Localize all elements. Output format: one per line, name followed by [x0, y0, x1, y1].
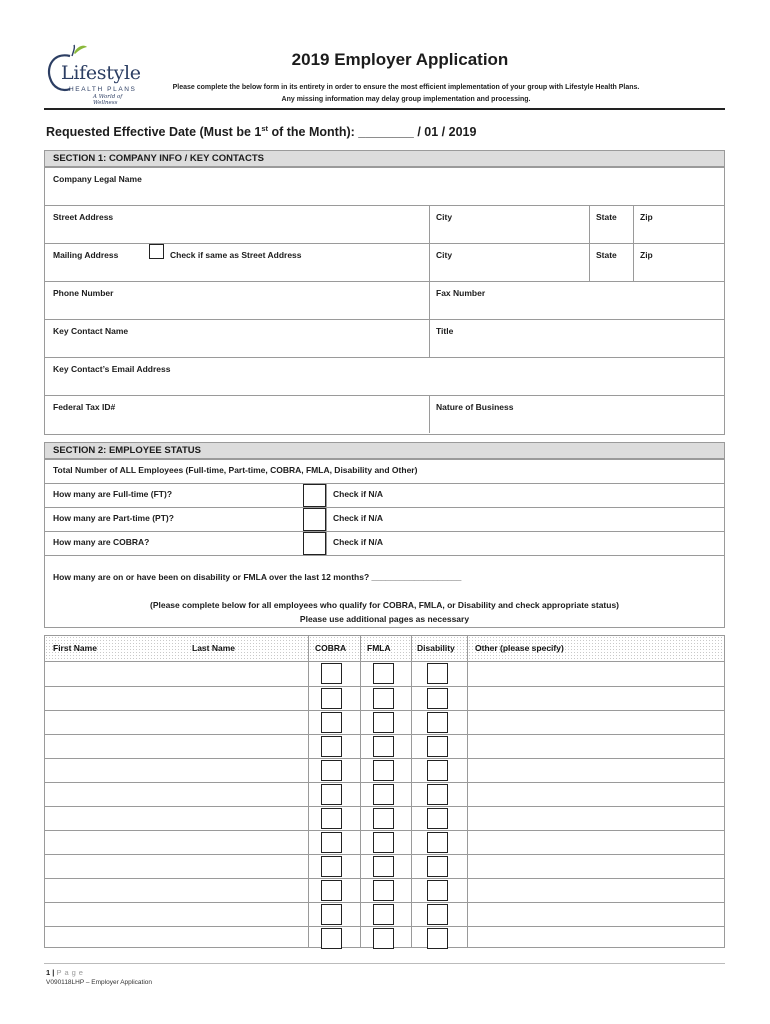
- col-fmla: FMLA: [367, 643, 391, 653]
- table-row[interactable]: [45, 734, 724, 758]
- disability-checkbox[interactable]: [427, 904, 448, 925]
- disability-checkbox[interactable]: [427, 880, 448, 901]
- cobra-count-label: How many are COBRA?: [53, 537, 150, 547]
- disability-checkbox[interactable]: [427, 808, 448, 829]
- cobra-checkbox[interactable]: [321, 832, 342, 853]
- cobra-checkbox[interactable]: [321, 760, 342, 781]
- mailing-city-label: City: [436, 250, 453, 260]
- cobra-checkbox[interactable]: [321, 712, 342, 733]
- part-time-row[interactable]: [45, 507, 724, 531]
- disability-row[interactable]: [45, 555, 724, 628]
- section-2-note-1: (Please complete below for all employees who qualify for COBRA, FMLA, or Disability and check appropriate status): [149, 600, 619, 610]
- fmla-checkbox[interactable]: [373, 856, 394, 877]
- table-row[interactable]: [45, 902, 724, 926]
- phone-fax-row[interactable]: [45, 281, 724, 319]
- cobra-row[interactable]: [45, 531, 724, 555]
- instruction-line-1: Please complete the below form in its entirety in order to ensure the most efficient implementation of your group with Lifestyle Health Plans.: [172, 84, 640, 91]
- lifestyle-logo: [44, 44, 146, 106]
- fmla-checkbox[interactable]: [373, 784, 394, 805]
- page-title: 2019 Employer Application: [291, 50, 509, 69]
- key-contact-name-label: Key Contact Name: [53, 326, 129, 336]
- key-contact-email-label: Key Contact’s Email Address: [53, 364, 171, 374]
- column-divider: [411, 636, 412, 947]
- disability-checkbox[interactable]: [427, 760, 448, 781]
- effective-date-prefix: Requested Effective Date (Must be 1: [46, 125, 262, 140]
- disability-checkbox[interactable]: [427, 663, 448, 684]
- mailing-state-label: State: [596, 250, 617, 260]
- fmla-checkbox[interactable]: [373, 688, 394, 709]
- column-divider: [467, 636, 468, 947]
- table-row[interactable]: [45, 854, 724, 878]
- cobra-checkbox[interactable]: [321, 663, 342, 684]
- logo-brand-text: Lifestyle: [61, 62, 141, 84]
- table-row[interactable]: [45, 662, 724, 686]
- logo-subtext: HEALTH PLANS: [69, 86, 137, 93]
- full-time-row[interactable]: [45, 483, 724, 507]
- fmla-checkbox[interactable]: [373, 663, 394, 684]
- disability-question: How many are on or have been on disability or FMLA over the last 12 months? ___________________: [53, 572, 462, 582]
- cobra-na-checkbox[interactable]: [303, 532, 326, 555]
- company-legal-name-row[interactable]: [45, 167, 724, 205]
- disability-checkbox[interactable]: [427, 832, 448, 853]
- form-id: V090118LHP – Employer Application: [46, 979, 152, 986]
- employee-table-header: [45, 636, 724, 662]
- company-legal-name-label: Company Legal Name: [53, 174, 142, 184]
- section-2-employee-status: [44, 442, 725, 628]
- col-first-name: First Name: [53, 643, 97, 653]
- cobra-checkbox[interactable]: [321, 688, 342, 709]
- col-last-name: Last Name: [192, 643, 235, 653]
- disability-checkbox[interactable]: [427, 736, 448, 757]
- section-2-heading: SECTION 2: EMPLOYEE STATUS: [45, 443, 724, 459]
- mailing-address-label: Mailing Address: [53, 250, 119, 260]
- full-time-na-label: Check if N/A: [333, 489, 384, 499]
- table-row[interactable]: [45, 830, 724, 854]
- footer-divider: [44, 963, 725, 964]
- disability-checkbox[interactable]: [427, 928, 448, 949]
- section-2-note-2: Please use additional pages as necessary: [299, 614, 470, 624]
- table-row[interactable]: [45, 878, 724, 902]
- employee-table-body: [45, 662, 724, 950]
- fmla-checkbox[interactable]: [373, 880, 394, 901]
- cobra-checkbox[interactable]: [321, 928, 342, 949]
- cobra-checkbox[interactable]: [321, 856, 342, 877]
- total-employees-row[interactable]: [45, 459, 724, 483]
- effective-date-suffix: of the Month): ________ / 01 / 2019: [268, 125, 477, 140]
- full-time-na-checkbox[interactable]: [303, 484, 326, 507]
- cobra-checkbox[interactable]: [321, 880, 342, 901]
- fmla-checkbox[interactable]: [373, 904, 394, 925]
- section-1-heading: SECTION 1: COMPANY INFO / KEY CONTACTS: [45, 151, 724, 167]
- key-contact-email-row[interactable]: [45, 357, 724, 395]
- fax-number-label: Fax Number: [436, 288, 486, 298]
- full-time-label: How many are Full-time (FT)?: [53, 489, 173, 499]
- cobra-checkbox[interactable]: [321, 784, 342, 805]
- total-employees-label: Total Number of ALL Employees (Full-time, Part-time, COBRA, FMLA, Disability and Other): [53, 465, 418, 475]
- fmla-checkbox[interactable]: [373, 760, 394, 781]
- key-contact-title-label: Title: [436, 326, 454, 336]
- col-other: Other (please specify): [475, 643, 564, 653]
- cobra-checkbox[interactable]: [321, 736, 342, 757]
- federal-tax-id-label: Federal Tax ID#: [53, 402, 116, 412]
- page-number: [46, 968, 86, 977]
- effective-date-superscript: st: [261, 124, 269, 133]
- page-number-value: 1 |: [46, 968, 57, 977]
- disability-checkbox[interactable]: [427, 712, 448, 733]
- street-zip-label: Zip: [640, 212, 653, 222]
- instruction-line-2: Any missing information may delay group implementation and processing.: [281, 96, 531, 103]
- street-address-row[interactable]: [45, 205, 724, 243]
- column-divider: [308, 636, 309, 947]
- disability-checkbox[interactable]: [427, 856, 448, 877]
- logo-tagline: A World of Wellness: [93, 94, 123, 106]
- part-time-na-checkbox[interactable]: [303, 508, 326, 531]
- page-word: Page: [56, 968, 86, 977]
- fmla-checkbox[interactable]: [373, 736, 394, 757]
- cobra-checkbox[interactable]: [321, 808, 342, 829]
- fmla-checkbox[interactable]: [373, 928, 394, 949]
- phone-number-label: Phone Number: [53, 288, 114, 298]
- same-as-street-label: Check if same as Street Address: [170, 250, 302, 260]
- instructions: [136, 82, 676, 106]
- same-as-street-checkbox[interactable]: [149, 244, 164, 259]
- header-divider: [44, 108, 725, 110]
- cobra-checkbox[interactable]: [321, 904, 342, 925]
- mailing-address-row[interactable]: [45, 243, 724, 281]
- table-row[interactable]: [45, 806, 724, 830]
- employee-status-table: [44, 635, 725, 948]
- table-row[interactable]: [45, 710, 724, 734]
- fmla-checkbox[interactable]: [373, 712, 394, 733]
- street-city-label: City: [436, 212, 453, 222]
- part-time-label: How many are Part-time (PT)?: [53, 513, 174, 523]
- key-contact-row[interactable]: [45, 319, 724, 357]
- nature-of-business-label: Nature of Business: [436, 402, 514, 412]
- section-1-company-info: [44, 150, 725, 435]
- requested-effective-date[interactable]: [46, 124, 476, 139]
- cobra-na-label: Check if N/A: [333, 537, 384, 547]
- col-disability: Disability: [417, 643, 455, 653]
- part-time-na-label: Check if N/A: [333, 513, 384, 523]
- column-divider: [360, 636, 361, 947]
- table-row[interactable]: [45, 758, 724, 782]
- fmla-checkbox[interactable]: [373, 832, 394, 853]
- table-row[interactable]: [45, 686, 724, 710]
- table-row[interactable]: [45, 782, 724, 806]
- disability-checkbox[interactable]: [427, 688, 448, 709]
- tax-id-row[interactable]: [45, 395, 724, 433]
- table-row[interactable]: [45, 926, 724, 950]
- fmla-checkbox[interactable]: [373, 808, 394, 829]
- street-state-label: State: [596, 212, 617, 222]
- street-address-label: Street Address: [53, 212, 114, 222]
- col-cobra: COBRA: [315, 643, 347, 653]
- disability-checkbox[interactable]: [427, 784, 448, 805]
- mailing-zip-label: Zip: [640, 250, 653, 260]
